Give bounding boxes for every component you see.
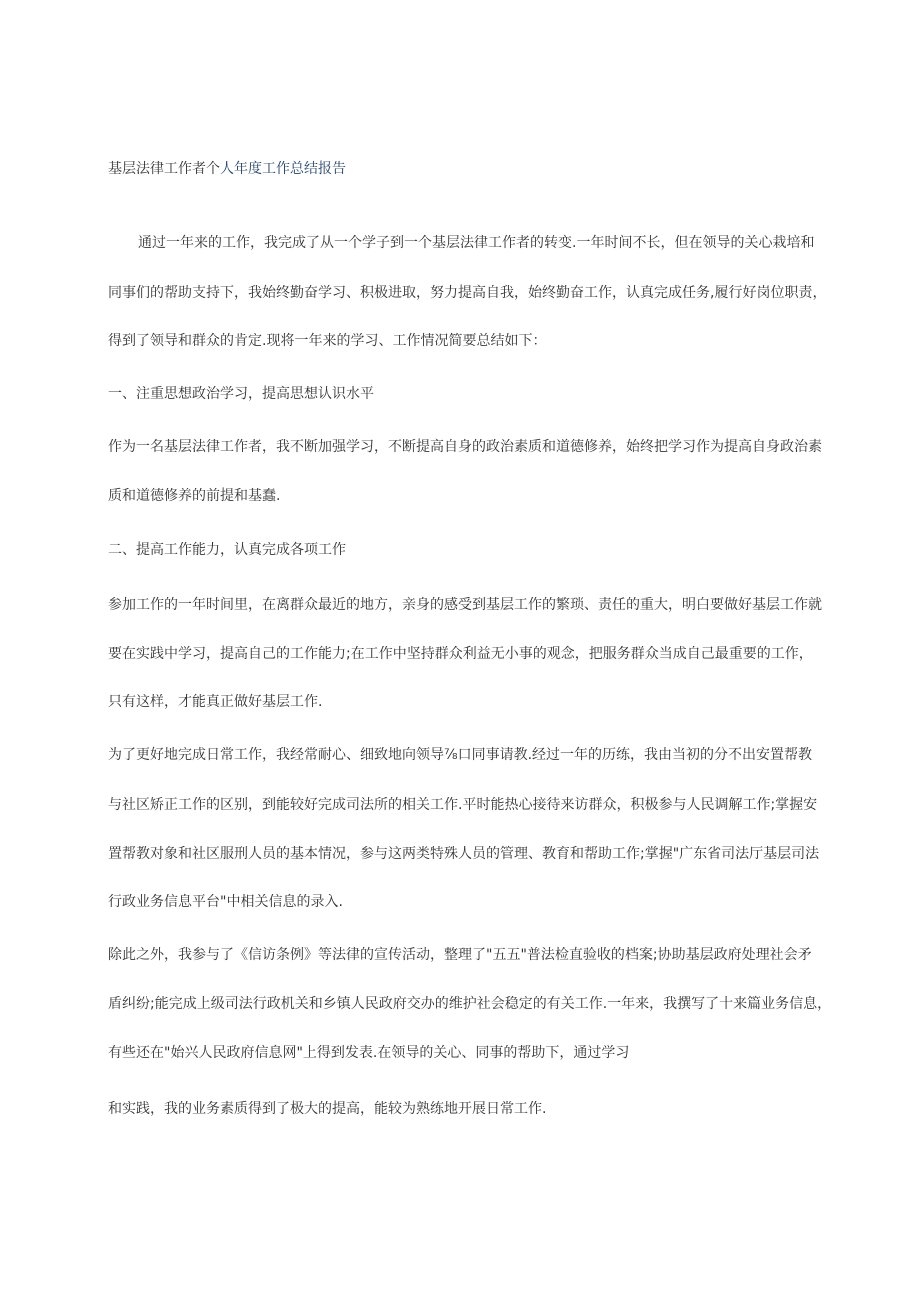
section-heading: 一、注重思想政治学习，提高思想认识水平 (108, 386, 374, 402)
paragraph-line: 有些还在"始兴人民政府信息网"上得到发表.在领导的关心、同事的帮助下，通过学习 (108, 1045, 630, 1061)
paragraph-line: 同事们的帮助支持下，我始终勤奋学习、积极进取，努力提高自我，始终勤奋工作，认真完成任务,履行好岗位职责， (108, 285, 827, 301)
paragraph-line: 参加工作的一年时间里，在离群众最近的地方，亲身的感受到基层工作的繁琐、责任的重大，明白要做好基层工作就 (108, 597, 822, 613)
paragraph-line: 除此之外，我参与了《信访条例》等法律的宣传活动，整理了"五五"普法检直验收的档案;协助基层政府处理社会矛 (108, 947, 812, 963)
title-part-1: 基层法律工作者个 (108, 161, 220, 177)
paragraph-line: 行政业务信息平台"中相关信息的录入. (108, 894, 343, 910)
paragraph-line: 质和道德修养的前提和基蠢. (108, 488, 281, 504)
paragraph-line: 作为一名基层法律工作者，我不断加强学习，不断提高自身的政治素质和道德修养，始终把学习作为提高自身政治素 (108, 439, 822, 455)
document-title (108, 160, 828, 178)
paragraph-line: 得到了领导和群众的肯定.现将一年来的学习、工作情况简要总结如下： (108, 333, 547, 349)
section-heading: 二、提高工作能力，认真完成各项工作 (108, 542, 346, 558)
paragraph-line: 通过一年来的工作，我完成了从一个学子到一个基层法律工作者的转变.一年时间不长，但在领导的关心栽培和 (138, 235, 815, 251)
title-part-2: 人年度工作总结报告 (220, 161, 346, 177)
paragraph-line: 为了更好地完成日常工作，我经常耐心、细致地向领导⅞口同事请教.经过一年的历练，我由当初的分不出安置帮教 (108, 747, 813, 763)
paragraph-line: 只有这样，才能真正做好基层工作. (108, 694, 323, 710)
paragraph-line: 要在实践中学习，提高自己的工作能力;在工作中坚持群众利益无小事的观念，把服务群众当成自己最重要的工作， (108, 646, 813, 662)
paragraph-line: 盾纠纷;能完成上级司法行政机关和乡镇人民政府交办的维护社会稳定的有关工作.一年来，我撰写了十来篇业务信息， (108, 996, 832, 1012)
paragraph-line: 和实践，我的业务素质得到了极大的提高，能较为熟练地开展日常工作. (108, 1101, 547, 1117)
paragraph-line: 与社区矫正工作的区别，到能较好完成司法所的相关工作.平时能热心接待来访群众，积极参与人民调解工作;掌握安 (108, 797, 818, 813)
paragraph-line: 置帮教对象和社区服刑人员的基本情况，参与这两类特殊人员的管理、教育和帮助工作;掌握"广东省司法厅基层司法 (108, 846, 820, 862)
